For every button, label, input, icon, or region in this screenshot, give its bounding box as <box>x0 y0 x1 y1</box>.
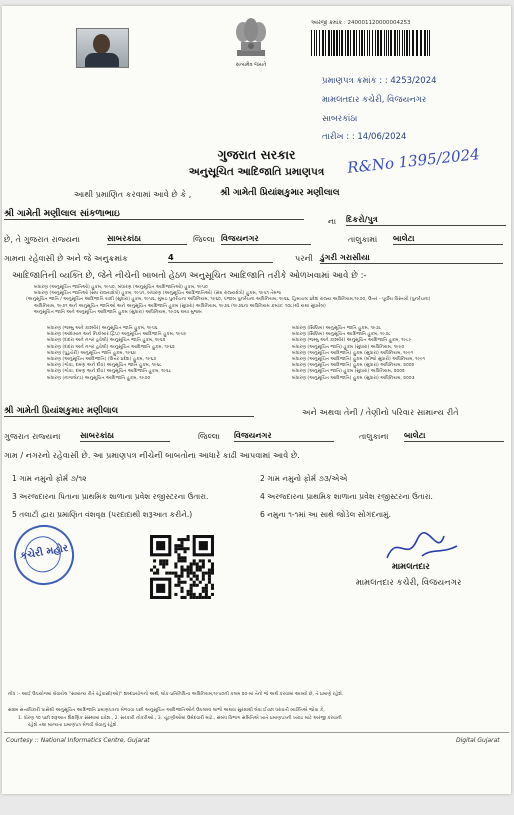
certificate-title: અનુસૂચિત આદિજાતિ પ્રમાણપત્ર <box>188 166 325 178</box>
state-prefix: છે, તે ગુજરાત રાજ્યના <box>4 234 81 244</box>
state-emblem-icon <box>227 12 275 60</box>
note-verification: સક્ષમ સત્તાધિકારી પાસેથી અનુસૂચિત આદિજાતિ પ્રમાણપત્રના મેળવવા પછી અનુસૂચિત આદિજાતિઓને ઉપલબ્ધ લાભો અથવા સુરક્ષાથી લેવા ઈચ્છા ધરાવતી વ્યક્તિએ જોવા કે, <box>8 708 325 713</box>
signatory-office: મામલતદાર કચેરી, વિજયનગર <box>356 578 462 588</box>
taluka-name: વિજયનગર <box>221 233 311 245</box>
relation: દિકરો/પુત્ર <box>346 214 506 226</box>
basis-item: 5 તલાટી દ્વારા પ્રમાણિત વંશવૃક્ષ (પરદાદાથી શરૂઆત કરીને.) <box>12 510 193 519</box>
basis-statement: ગામ / નગરનો રહેવાસી છે. આ પ્રમાણપત્ર નીચેની બાબતોના આધારે કાઢી આપવામાં આવે છે. <box>4 450 300 460</box>
barcode <box>311 30 461 56</box>
order-item: બંધારણ (અનુસૂચિત આદિજાતિ) હુકમ (બીજો સુધારો) અધિનિયમ, ૧૯૯૧ <box>292 357 426 363</box>
order-item: બંધારણ (ગોવા, દમણ અને દીવ) અનુસૂચિત જાતિ હુકમ, ૧૯૬૮ <box>47 363 162 369</box>
certify-prefix: આથી પ્રમાણિત કરવામાં આવે છે કે , <box>74 189 192 199</box>
order-item: બંધારણ (અનુસૂચિત આદિજાતિ) હુકમ (સુધારા) અધિનિયમ, ૧૯૯૧ <box>292 350 414 356</box>
seal-label: કચેરી મહોર <box>19 542 70 563</box>
applicant-photo <box>76 28 129 68</box>
certificate-page <box>2 6 511 794</box>
order-item: બંધારણ (અનુસૂચિત આદિજાતિ) (ઉત્તર પ્રદેશ) હુકમ, ૧૯૬૭ <box>47 357 157 363</box>
note-verification-tail: રહેશે તથા માન્યતા પ્રમાણપત્ર મેળવી લેવાનું રહેશે. <box>28 723 118 728</box>
legal-fine-print: બંધારણ (અનુસૂચિત જાતિઓ) હુકમ, ૧૯૫૦, બંધારણ (અનુસૂચિત આદિજાતિઓ) હુકમ, ૧૯૫૦ બંધારણ (અનુસૂચિત જાતિઓ (સંઘ રાજ્યક્ષેત્રો) હુકમ, ૧૯૫૧, બંધારણ (અનુસૂચિત આદિજાતિઓ) (સંઘ રાજ્યક્ષેત્રો) હુકમ, ૧૯૫૧ તેમજ (અનુસૂચિત જાતિ / અનુસૂચિત આદિજાતિ યાદી (સુધારા) હુકમ, ૧૯૫૬, મુંબઇ પુનર્રચના અધિનિયમ, ૧૯૬૦, પંજાબ પુનર્રચના અધિનિયમ, ૧૯૬૬, હિમાચલ પ્રદેશ રાજ્ય અધિનિયમ,૧૯૭૦, ઉત્તર - પૂર્વીય વિસ્તારો (પુનર્રચના) અધિનિયમ, ૧૯૭૧ અને અનુસૂચિત જાતિઓ અને અનુસૂચિત આદિજાતિ હુકમ (સુધારા) અધિનિયમ, ૧૯૭૬ (૧૯૭૬ના અધિનિયમ ક્રમાંક: ૧૦૮)થી યથા સુધારેલ) અનુસૂચિત જાતિ અને અનુસૂચિત આદિજાતિ હુકમ (સુધારા) અધિનિયમ, ૧૯૭૬ થયા મુજબ <box>26 285 431 315</box>
tribe-prefix: પરની <box>295 253 313 263</box>
order-item: બંધારણ (અનુસૂચિત આદિજાતિ) હુકમ (સુધારા) અધિનિયમ, ૨૦૦૨ <box>292 363 415 369</box>
note-definition: નોંધ :- આઈ ઉપયોગમાં લેવાયેલ "સામાન્ય રીતે રહેવાસી(ઓ)" શબ્દપ્રયોગનો અર્થ, લોક-પ્રતિનિધિત્વ અધિનિયમ,૧૯૫૦ની કલમ ૨૦-માં તેનો જે અર્થ કરવામાં આવ્યો છે, તે પ્રમાણે રહેશે. <box>8 692 344 697</box>
tribe-name: ડુંગરી ગરાસીયા <box>320 252 503 264</box>
taluka-suffix: તાલુકામાં <box>348 234 378 244</box>
emblem-motto: સત્યમેવ જયતે <box>235 62 267 68</box>
barcode-block <box>311 20 461 56</box>
tribe-statement: આદિજાતિની વ્યક્તિ છે, જેને નીચેની બાબતો હેઠળ અનુસૂચિત આદિજાતિ તરીકે ઓળખવામાં આવે છે :- <box>12 271 367 281</box>
government-title: ગુજરાત સરકાર <box>217 147 296 162</box>
issuing-district: સાબરકાંઠા <box>322 114 358 124</box>
order-item: બંધારણ (સિક્કિમ) અનુસૂચિત આદિજાતિ હુકમ, ૧૯૭૮ <box>292 332 391 338</box>
relation-prefix: ના <box>328 216 337 226</box>
handwritten-reference: R&No 1395/2024 <box>346 145 481 177</box>
family-statement: અને અથવા તેની / તેણીનો પરિવાર સામાન્ય રીતે <box>302 407 459 417</box>
order-item: બંધારણ (પુડુચેરી) અનુસૂચિત જાતિ હુકમ, ૧૯૬૪ <box>47 350 136 356</box>
district-suffix-repeat: જિલ્લા <box>198 431 221 441</box>
note-verification-items: 1. ધોરણ ૧૦ પછી શરૂઆત શૈક્ષણિક સંસ્થામાં પ્રવેશ., 2. સરકારી નોકરીઓ., 3. ચૂંટણીઓમાં ઉમેદવારી માટે., સંબંધ વિભાગ સમિતિએ ખાતે પ્રમાણપત્રની ખરાઇ માટે અરજી કરવાની <box>18 716 342 721</box>
district-name: સાબરકાંઠા <box>107 233 187 245</box>
order-item: બંધારણ (સિક્કિમ) અનુસૂચિત જાતિ હુકમ, ૧૯૭૮ <box>292 326 382 331</box>
footer-courtesy: Courtesy :: National Informatics Centre, Gujarat <box>6 737 150 744</box>
taluka-name-repeat: વિજયનગર <box>234 430 334 442</box>
order-item: બંધારણ (અનુસૂચિત જાતિ) હુકમ (સુધારા) અધિનિયમ, ૧૯૯૦ <box>292 344 405 350</box>
holder-name-repeat: શ્રી ગામેતી પ્રિયાંશકુમાર મણીલાલ <box>4 406 254 417</box>
footer-brand: Digital Gujarat <box>456 737 500 744</box>
issue-date: તારીખ : : 14/06/2024 <box>322 132 407 142</box>
basis-item: 3 અરજદારના પિતાના પ્રાથમિક શાળાના પ્રવેશ રજીસ્ટરના ઉતારા. <box>12 492 209 501</box>
order-item: બંધારણ (દાદરા અને નગર હવેલી) અનુસૂચિત જાતિ હુકમ, ૧૯૬૨ <box>47 338 166 344</box>
residence-prefix: ગુજરાત રાજ્યના <box>4 431 61 441</box>
order-item: બંધારણ (ગોવા, દમણ અને દીવ) અનુસૂચિત આદિજાતિ હુકમ, ૧૯૬૮ <box>47 369 172 375</box>
father-name: શ્રી ગામેતી મણીલાલ સાંકળાભાઇ <box>4 209 304 220</box>
cert-number: પ્રમાણપત્ર ક્રમાંક : : 4253/2024 <box>322 76 437 86</box>
order-item: બંધારણ (અનુસૂચિત જાતિ) હુકમ (સુધારા) અધિનિયમ, ૨૦૦૨ <box>292 369 405 375</box>
village-prefix: ગામના રહેવાસી છે અને જે અનુક્રમાંક <box>4 253 128 263</box>
serial-number: 4 <box>168 252 273 263</box>
basis-item: 6 નમુના ૧-૧માં આ સાથે જોડેલ સોગંદનામું. <box>260 510 391 519</box>
holder-name: શ્રી ગામેતી પ્રિયાંશકુમાર મણીલાલ <box>220 188 340 198</box>
district-name-repeat: સાબરકાંઠા <box>80 430 170 442</box>
order-item: બંધારણ (જમ્મુ અને કાશ્મીર) અનુસૂચિત જાતિ હુકમ, ૧૯૫૬ <box>47 326 158 331</box>
village-name-repeat: બાલેટા <box>404 430 504 442</box>
basis-item: 2 ગામ નમુનો ફોર્મ ૭૩/એએ <box>260 474 348 483</box>
order-item: બંધારણ (આંદામાન અને નિકોબાર દ્વિપ) અનુસૂચિત આદિજાતિ હુકમ, ૧૯૫૯ <box>47 332 187 338</box>
basis-item: 1 ગામ નમુનો ફોર્મ ૭/૧૨ <box>12 474 87 483</box>
order-item: બંધારણ (જમ્મુ અને કાશ્મીર) અનુસૂચિત આદિજાતિ હુકમ, ૧૯૮૯ <box>292 338 412 344</box>
qr-code <box>150 535 214 599</box>
order-item: બંધારણ (દાદરા અને નગર હવેલી) અનુસૂચિત આદિજાતિ હુકમ, ૧૯૬૨ <box>47 344 175 350</box>
order-item: બંધારણ (અનુસૂચિત આદિજાતિ) હુકમ (સુધારા) અધિનિયમ, ૨૦૦૩ <box>292 375 415 381</box>
issuing-office: મામલતદાર કચેરી, વિજયનગર <box>322 95 427 105</box>
orders-list-right <box>292 326 502 382</box>
barcode-label: આરજી ક્રમાંક : 240001120000004253 <box>311 20 411 26</box>
orders-list-left <box>47 326 257 382</box>
signatory-title: મામલતદાર <box>392 562 430 572</box>
basis-item: 4 અરજદારના પ્રાથમિક શાળાના પ્રવેશ રજીસ્ટરના ઉતારા. <box>260 492 433 501</box>
taluka-suffix-repeat: તાલુકાના <box>359 431 389 441</box>
village-name: બાલેટા <box>393 233 503 245</box>
order-item: બંધારણ (નાગાલેન્ડ) અનુસૂચિત આદિજાતિ હુકમ, ૧૯૭૦ <box>47 375 151 381</box>
district-suffix: જિલ્લા <box>193 234 216 244</box>
